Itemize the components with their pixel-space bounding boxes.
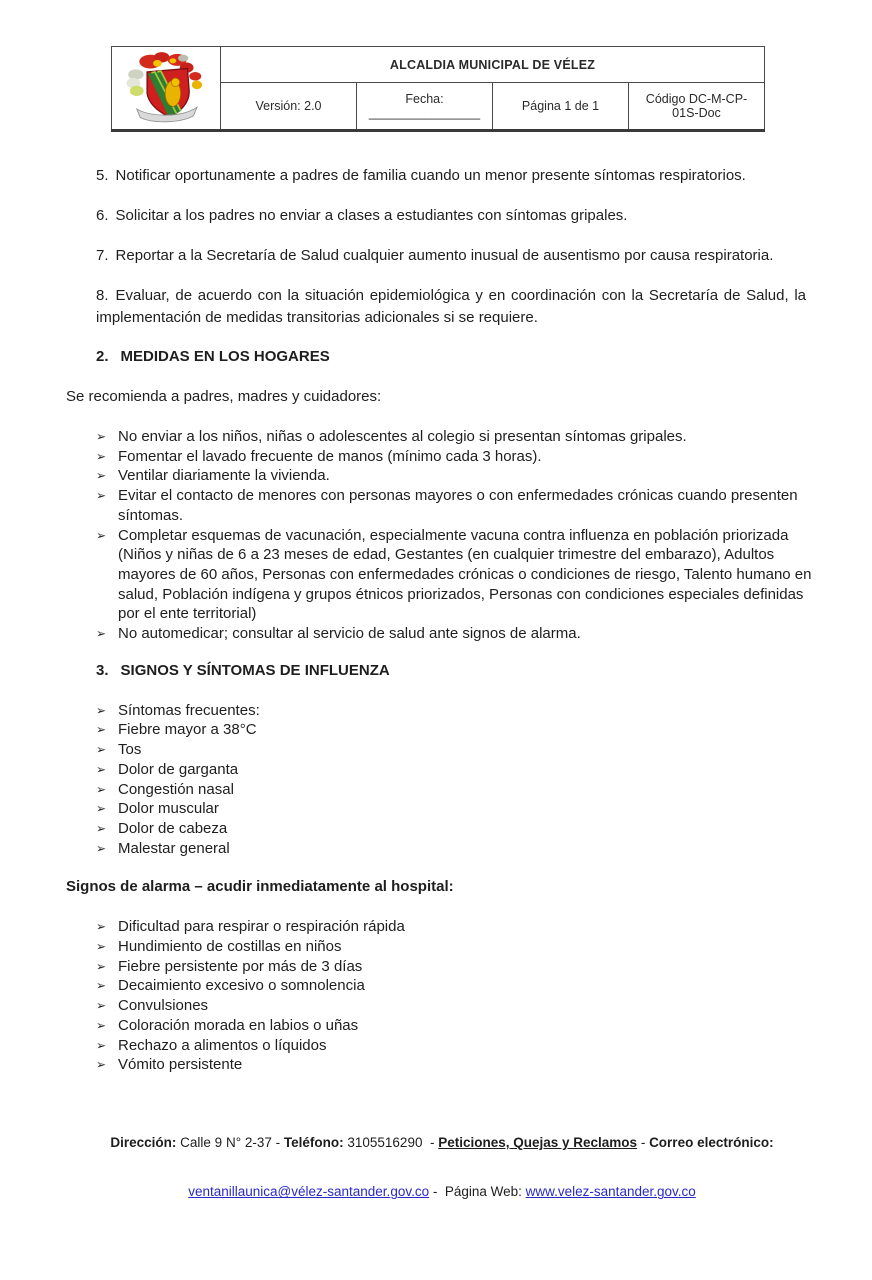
bullet-text: Dolor de garganta bbox=[118, 760, 239, 778]
bullet-item bbox=[96, 526, 818, 625]
alarm-signs-heading: Signos de alarma – acudir inmediatamente al hospital: bbox=[66, 878, 454, 896]
coat-of-arms-logo bbox=[123, 50, 209, 124]
bullet-item bbox=[96, 917, 818, 937]
section-number: 3. bbox=[96, 661, 109, 679]
bullet-text: Fomentar el lavado frecuente de manos (mínimo cada 3 horas). bbox=[118, 447, 542, 465]
page-number-cell: Página 1 de 1 bbox=[493, 83, 629, 131]
arrow-bullet-icon: ➢ bbox=[96, 488, 107, 503]
numbered-item bbox=[96, 205, 806, 227]
bullet-text: No automedicar; consultar al servicio de salud ante signos de alarma. bbox=[118, 625, 581, 643]
logo-cell bbox=[112, 47, 221, 131]
bullet-item bbox=[96, 1055, 818, 1075]
section-title: MEDIDAS EN LOS HOGARES bbox=[120, 348, 330, 365]
arrow-bullet-icon: ➢ bbox=[96, 841, 107, 856]
bullet-item bbox=[96, 740, 818, 760]
bullet-text: Coloración morada en labios o uñas bbox=[118, 1016, 359, 1034]
arrow-bullet-icon: ➢ bbox=[96, 821, 107, 836]
arrow-bullet-icon: ➢ bbox=[96, 782, 107, 797]
bullet-text: Evitar el contacto de menores con personas mayores o con enfermedades crónicas cuando presenten síntomas. bbox=[118, 487, 798, 524]
bullet-item bbox=[96, 937, 818, 957]
pagina-web-label: - Página Web: bbox=[429, 1184, 526, 1200]
hogares-intro: Se recomienda a padres, madres y cuidadores: bbox=[66, 388, 382, 405]
numbered-item bbox=[96, 165, 806, 187]
correo-label: Correo electrónico: bbox=[649, 1134, 774, 1150]
section-heading-hogares bbox=[96, 347, 818, 367]
bullet-item bbox=[96, 427, 818, 447]
bullet-text: Síntomas frecuentes: bbox=[118, 701, 260, 719]
section-number: 2. bbox=[96, 348, 109, 365]
arrow-bullet-icon: ➢ bbox=[96, 429, 107, 444]
bullet-text: Vómito persistente bbox=[118, 1056, 243, 1074]
arrow-bullet-icon: ➢ bbox=[96, 978, 107, 993]
bullet-text: Convulsiones bbox=[118, 997, 209, 1015]
item-text: Notificar oportunamente a padres de familia cuando un menor presente síntomas respiratorios. bbox=[115, 167, 746, 184]
direccion-label: Dirección: bbox=[110, 1134, 177, 1150]
numbered-item bbox=[96, 245, 806, 267]
arrow-bullet-icon: ➢ bbox=[96, 998, 107, 1013]
version-cell: Versión: 2.0 bbox=[221, 83, 357, 131]
item-text: Evaluar, de acuerdo con la situación epidemiológica y en coordinación con la Secretaría de Salud, la implementación de medidas transitorias adicionales si se requiere. bbox=[96, 287, 806, 326]
arrow-bullet-icon: ➢ bbox=[96, 722, 107, 737]
page-footer bbox=[66, 1102, 818, 1234]
bullet-item bbox=[96, 720, 818, 740]
bullet-text: Dolor de cabeza bbox=[118, 819, 228, 837]
section-title: SIGNOS Y SÍNTOMAS DE INFLUENZA bbox=[120, 661, 390, 679]
arrow-bullet-icon: ➢ bbox=[96, 468, 107, 483]
arrow-bullet-icon: ➢ bbox=[96, 449, 107, 464]
separator: - bbox=[637, 1134, 650, 1150]
bullet-text: Completar esquemas de vacunación, especialmente vacuna contra influenza en población priorizada (Niños y niñas de 6 a 23 meses de edad, Gestantes (en cualquier trimestre del embarazo), Adultos mayores de 60 años, Personas con enfermedades crónicas o condiciones de riesgo, Talento humano en salud, Población indígena y grupos étnicos priorizados, Personas con condiciones especiales definidas por el ente territorial) bbox=[118, 526, 812, 623]
alarm-bullet-list bbox=[96, 917, 818, 1075]
bullet-item bbox=[96, 780, 818, 800]
arrow-bullet-icon: ➢ bbox=[96, 801, 107, 816]
bullet-item bbox=[96, 799, 818, 819]
direccion-value: Calle 9 N° 2-37 - bbox=[176, 1134, 284, 1150]
bullet-item bbox=[96, 447, 818, 467]
bullet-text: Dificultad para respirar o respiración rápida bbox=[118, 918, 405, 936]
arrow-bullet-icon: ➢ bbox=[96, 626, 107, 641]
arrow-bullet-icon: ➢ bbox=[96, 762, 107, 777]
code-cell: Código DC-M-CP-01S-Doc bbox=[629, 83, 765, 131]
arrow-bullet-icon: ➢ bbox=[96, 939, 107, 954]
arrow-bullet-icon: ➢ bbox=[96, 1038, 107, 1053]
section-heading-signos bbox=[96, 661, 818, 681]
footer-line-2 bbox=[66, 1184, 818, 1201]
bullet-text: Decaimiento excesivo o somnolencia bbox=[118, 977, 365, 995]
bullet-text: Rechazo a alimentos o líquidos bbox=[118, 1036, 327, 1054]
telefono-label: Teléfono: bbox=[283, 1134, 344, 1150]
bullet-item bbox=[96, 1016, 818, 1036]
bullet-text: Fiebre persistente por más de 3 días bbox=[118, 957, 363, 975]
arrow-bullet-icon: ➢ bbox=[96, 528, 107, 543]
bullet-item bbox=[96, 1036, 818, 1056]
item-number: 8. bbox=[96, 287, 109, 304]
arrow-bullet-icon: ➢ bbox=[96, 742, 107, 757]
bullet-item bbox=[96, 466, 818, 486]
bullet-text: No enviar a los niños, niñas o adolescentes al colegio si presentan síntomas gripales. bbox=[118, 428, 687, 445]
bullet-text: Malestar general bbox=[118, 839, 230, 857]
bullet-item bbox=[96, 486, 818, 525]
document-header-table bbox=[111, 46, 765, 132]
bullet-text: Dolor muscular bbox=[118, 800, 219, 818]
arrow-bullet-icon: ➢ bbox=[96, 1057, 107, 1072]
bullet-text: Tos bbox=[118, 741, 142, 759]
arrow-bullet-icon: ➢ bbox=[96, 703, 107, 718]
footer-line-1 bbox=[66, 1135, 818, 1152]
bullet-text: Hundimiento de costillas en niños bbox=[118, 938, 342, 956]
bullet-item bbox=[96, 701, 818, 721]
bullet-item bbox=[96, 957, 818, 977]
website-link[interactable]: www.velez-santander.gov.co bbox=[525, 1184, 696, 1200]
arrow-bullet-icon: ➢ bbox=[96, 919, 107, 934]
arrow-bullet-icon: ➢ bbox=[96, 1018, 107, 1033]
telefono-value: 3105516290 - bbox=[343, 1134, 439, 1150]
numbered-list bbox=[66, 165, 818, 329]
item-number: 6. bbox=[96, 207, 109, 224]
bullet-text: Fiebre mayor a 38°C bbox=[118, 721, 257, 739]
bullet-item bbox=[96, 819, 818, 839]
email-link[interactable]: ventanillaunica@vélez-santander.gov.co bbox=[188, 1184, 430, 1200]
bullet-item bbox=[96, 760, 818, 780]
numbered-item bbox=[96, 285, 806, 329]
fecha-cell: Fecha: ________________ bbox=[357, 83, 493, 131]
item-text: Reportar a la Secretaría de Salud cualquier aumento inusual de ausentismo por causa respiratoria. bbox=[115, 247, 774, 264]
pqr-label: Peticiones, Quejas y Reclamos bbox=[438, 1134, 638, 1150]
bullet-text: Congestión nasal bbox=[118, 780, 234, 798]
bullet-text: Ventilar diariamente la vivienda. bbox=[118, 467, 330, 485]
bullet-item bbox=[96, 839, 818, 859]
hogares-bullet-list bbox=[96, 427, 818, 644]
item-number: 7. bbox=[96, 247, 109, 264]
item-number: 5. bbox=[96, 167, 109, 184]
bullet-item bbox=[96, 624, 818, 644]
document-body bbox=[66, 165, 818, 1234]
bullet-item bbox=[96, 996, 818, 1016]
arrow-bullet-icon: ➢ bbox=[96, 959, 107, 974]
sintomas-bullet-list bbox=[96, 701, 818, 859]
document-title: ALCALDIA MUNICIPAL DE VÉLEZ bbox=[221, 47, 765, 83]
item-text: Solicitar a los padres no enviar a clases a estudiantes con síntomas gripales. bbox=[115, 207, 628, 224]
bullet-item bbox=[96, 976, 818, 996]
